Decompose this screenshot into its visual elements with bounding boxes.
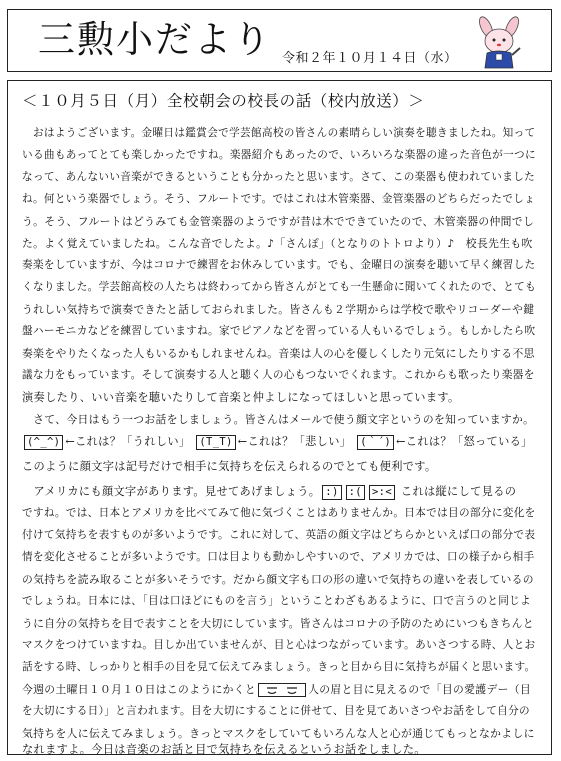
paragraph-line: 議な力をもっています。そして演奏する人と聴く人の心もつないでくれます。これからも歌ったり楽器を <box>22 369 535 381</box>
emoticon-frown-sideways: :( <box>346 485 365 500</box>
emoticon-smile-sideways: :) <box>322 485 341 500</box>
american-emoticon-intro: アメリカにも顔文字があります。見せてあげましょう。 <box>22 485 321 498</box>
paragraph-line: おはようございます。金曜日は鑑賞会で学芸館高校の皆さんの素晴らしい演奏を聴きましたね。知って <box>22 127 536 139</box>
emoticon-line <box>22 434 533 450</box>
paragraph-line: ですね。では、日本とアメリカを比べてみて他に気づくことはありませんか。日本では目の部分に変化を <box>22 507 536 519</box>
newsletter-title: 三勲小だより <box>38 18 272 61</box>
emoticon-angry: (｀´) <box>357 435 394 450</box>
paragraph-line: を大切にする日）」と言われます。目を大切にすることに併せて、目を見てあいさつやお話をして自分の <box>22 705 530 717</box>
emoticon-angry-caption: ←これは？「怒っている」 <box>396 435 533 448</box>
paragraph-line: 付けて気持ちを表すものが多いようです。これに対して、英語の顔文字はどちらかといえば口の部分で表 <box>22 529 536 541</box>
paragraph-line: た。よく覚えていましたね。こんな音でしたよ。♪「さんぽ」（となりのトトロより）♪ 校長先生も吹 <box>22 237 533 250</box>
eyebrow-eye-symbol <box>258 683 306 697</box>
paragraph-line: 話をする時、しっかりと相手の目を見て伝えてみましょう。きっと目から目に気持ちが届くと思います。 <box>22 661 536 673</box>
paragraph-line: マスクをつけていますね。目しか出ていませんが、目と心はつながっています。あいさつする時、人とお <box>22 639 536 651</box>
paragraph-line: 情を変化させることが多いようです。口は目よりも動かしやすいので、アメリカでは、口の様子から相手 <box>22 551 535 563</box>
paragraph-line: なれますよ。今日は音楽のお話と目で気持ちを伝えるというお話をしました。 <box>22 743 426 756</box>
emoticon-happy: (^_^) <box>24 435 63 450</box>
issue-date: 令和２年１０月１４日（水） <box>282 51 458 66</box>
american-emoticon-note: これは縦にして見るの <box>400 485 517 498</box>
emoticon-sad: (T_T) <box>196 435 235 450</box>
paragraph-line: いる曲もあってとても楽しかったですね。楽器紹介もあったので、いろいろな楽器の違った音色が一つに <box>22 149 536 161</box>
paragraph-line: 盤ハーモニカなどを練習していますね。家でピアノなどを習っている人もいるでしょう。もしかしたら吹 <box>22 325 536 337</box>
eye-day-description: 人の眉と目に見えるので「目の愛護デー（目 <box>308 683 532 696</box>
paragraph-line: くなりました。学芸館高校の人たちは終わってから皆さんがとても一生懸命に聞いてくれたので、とても <box>22 281 537 293</box>
article-title: ＜１０月５日（月）全校朝会の校長の話（校内放送）＞ <box>22 92 425 110</box>
emoticon-angry-sideways: >:< <box>369 485 395 500</box>
paragraph-line: なって、あんないい音楽ができるということも分かったと思います。さて、この楽器も使われていました <box>22 171 536 183</box>
paragraph-line: 奏楽をしていますが、今はコロナで練習をお休みしています。でも、金曜日の演奏を聴いて早く練習した <box>22 259 536 271</box>
paragraph-line: の気持ちを読み取ることが多いそうです。だから顔文字も口の形の違いで気持ちの違いを表しているの <box>22 573 534 586</box>
masthead <box>7 9 552 72</box>
paragraph-line: 奏楽をやりたくなった人もいるかもしれませんね。音楽は人の心を優しくしたり元気にしたりする不思 <box>22 347 535 360</box>
american-emoticon-line <box>22 484 516 500</box>
paragraph-line: 演奏したり、いい音楽を聴いたりして音楽と仲よしになってほしいと思っています。 <box>22 391 460 404</box>
mascot-illustration <box>470 15 528 69</box>
emoticon-sad-caption: ←これは？「悲しい」 <box>237 435 352 448</box>
eye-day-intro: 今週の土曜日１０月１０日はこのようにかくと <box>22 683 257 696</box>
paragraph-line: さて、今日はもう一つお話をしましょう。皆さんはメールで使う顔文字というのを知っていますか。 <box>22 413 535 426</box>
paragraph-line: う。そう、フルートはどうみても金管楽器のようですが昔は木でできていたので、木管楽器の仲間でし <box>22 215 535 228</box>
paragraph-line: うれしい気持ちで演奏できたと話しておられました。皆さんも２学期からは学校で歌やリコーダーや鍵 <box>22 303 535 316</box>
paragraph-line: うに自分の気持ちを目で表すことを大切にしています。皆さんはコロナの予防のためにいつもきちんと <box>22 617 534 630</box>
paragraph-line: このように顔文字は記号だけで相手に気持ちを伝えられるのでとても便利です。 <box>22 460 437 473</box>
paragraph-line: 気持ちを人に伝えてみましょう。きっとマスクをしていてもいろんな人と心が通じてもっとなかよしに <box>22 727 535 740</box>
emoticon-happy-caption: ←これは？「うれしい」 <box>65 435 191 448</box>
paragraph-line: でしょうね。日本には、「目は口ほどにものを言う」ということわざもあるように、口で言うのと同じよ <box>22 595 532 607</box>
paragraph-line: ね。何という楽器でしょう。そう、フルートです。ではこれは木管楽器、金管楽器のどちらだったでしょ <box>22 193 536 205</box>
eye-day-line <box>22 682 531 697</box>
